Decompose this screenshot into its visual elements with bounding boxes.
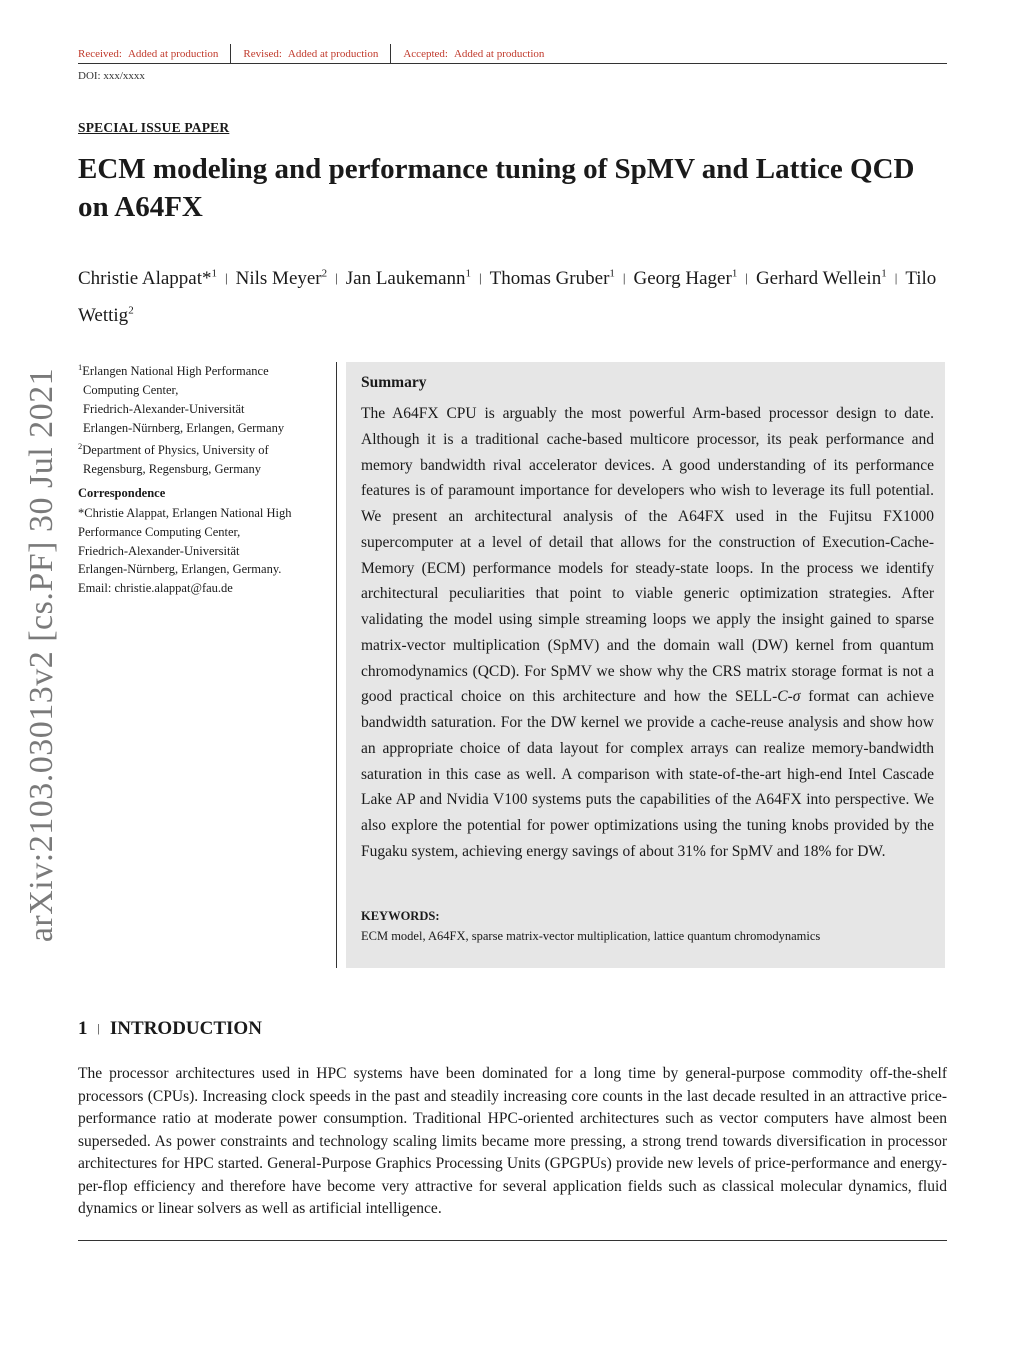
history-divider	[230, 44, 231, 64]
received-entry: Received: Added at production	[78, 48, 219, 60]
author: Christie Alappat*$^1$	[78, 268, 218, 290]
header-rule	[78, 63, 947, 64]
sell-format-name: SELL-C-σ	[735, 688, 801, 706]
revised-entry: Revised: Added at production	[243, 48, 379, 60]
author-separator: |	[622, 270, 626, 286]
affiliation-1: $^1$Erlangen National High Performance Computing Center, Friedrich-Alexander-Universität Erlangen-Nürnberg, Erlangen, Germany	[78, 362, 285, 435]
issue-type: SPECIAL ISSUE PAPER	[78, 120, 230, 135]
column-divider	[336, 362, 337, 968]
author-separator: |	[479, 270, 482, 286]
introduction-text: The processor architectures used in HPC systems have been dominated for a long time by general-purpose commodity off-the-shelf processors (CPUs). Increasing clock speeds in the past and steadily increasing core counts in the last decade resulted in an attractive price-performance ratio at moderate power consumption. Traditional HPC-oriented architectures such as vector computers have almost been superseded. As power constraints and technology scaling limits became more pressing, a strong trend towards diversification in processor architectures for HPC started. General-Purpose Graphics Processing Units (GPGPUs) provide new levels of price-performance and energy-per-flop efficiency and therefore have become very attractive for several application fields such as classical molecular dynamics, fluid dynamics or linear solvers as well as artificial intelligence.	[78, 1065, 947, 1217]
publication-history	[78, 44, 556, 64]
correspondence-details: *Christie Alappat, Erlangen National High Performance Computing Center, Friedrich-Alexander-Universität Erlangen-Nürnberg, Erlangen, Germany. Email: christie.alappat@fau.de	[78, 504, 328, 598]
keywords-text: ECM model, A64FX, sparse matrix-vector multiplication, lattice quantum chromodynamics	[361, 929, 821, 943]
author: Thomas Gruber$^1$	[489, 268, 615, 290]
summary-heading: Summary	[361, 374, 427, 391]
arxiv-stamp-text[interactable]: arXiv:2103.03013v2 [cs.PF] 30 Jul 2021	[23, 367, 60, 943]
correspondence-heading: Correspondence	[78, 486, 166, 500]
author: Gerhard Wellein$^1$	[755, 268, 887, 290]
section-heading: 1 | INTRODUCTION	[78, 1018, 262, 1039]
author-separator: |	[225, 270, 228, 286]
doi[interactable]: DOI: xxx/xxxx	[78, 70, 145, 82]
author-separator: |	[335, 270, 338, 286]
author: Georg Hager$^1$	[633, 268, 738, 290]
keywords-heading: KEYWORDS:	[361, 909, 440, 923]
footnote-rule	[78, 1240, 947, 1241]
paper-title: ECM modeling and performance tuning of SpMV and Lattice QCD on A64FX	[78, 153, 915, 223]
author: Nils Meyer$^2$	[235, 268, 328, 290]
history-divider	[390, 44, 391, 64]
author: Tilo Wettig$^2$	[78, 268, 937, 326]
correspondence-email[interactable]: Email: christie.alappat@fau.de	[78, 581, 233, 596]
summary-text: The A64FX CPU is arguably the most powerful Arm-based processor design to date. Although it is a traditional cache-based multicore processor, its peak performance and memory bandwidth rival accelerator devices. A good understanding of its performance features is of paramount importance for developers who wish to leverage its full potential. We present an architectural analysis of the A64FX used in the Fujitsu FX1000 supercomputer at a level of detail that allows for the construction of Execution-Cache-Memory (ECM) performance models for steady-state loops. In the process we identify architectural peculiarities that point to viable generic optimization strategies. After validating the model using simple streaming loops we apply the insight gained to sparse matrix-vector multiplication (SpMV) and the domain wall (DW) kernel from quantum chromodynamics (QCD). For SpMV we show why the CRS matrix storage format is not a good practical choice on this architecture and how the SELL-C-σ format can achieve bandwidth saturation. For the DW kernel we provide a cache-reuse analysis and show how an appropriate choice of data layout for complex arrays can realize memory-bandwidth saturation in this case as well. A comparison with state-of-the-art high-end Intel Cascade Lake AP and Nvidia V100 systems puts the capabilities of the A64FX into perspective. We also explore the potential for power optimizations using the tuning knobs provided by the Fugaku system, achieving energy savings of about 31% for SpMV and 18% for DW.	[361, 405, 934, 860]
accepted-entry: Accepted: Added at production	[403, 48, 545, 60]
author-separator: |	[745, 270, 748, 286]
author-list	[78, 259, 948, 331]
author-separator: |	[894, 270, 898, 286]
affiliation-2: $^2$Department of Physics, University of Regensburg, Regensburg, Germany	[78, 441, 269, 477]
affiliations	[78, 358, 323, 479]
author: Jan Laukemann$^1$	[345, 268, 472, 290]
